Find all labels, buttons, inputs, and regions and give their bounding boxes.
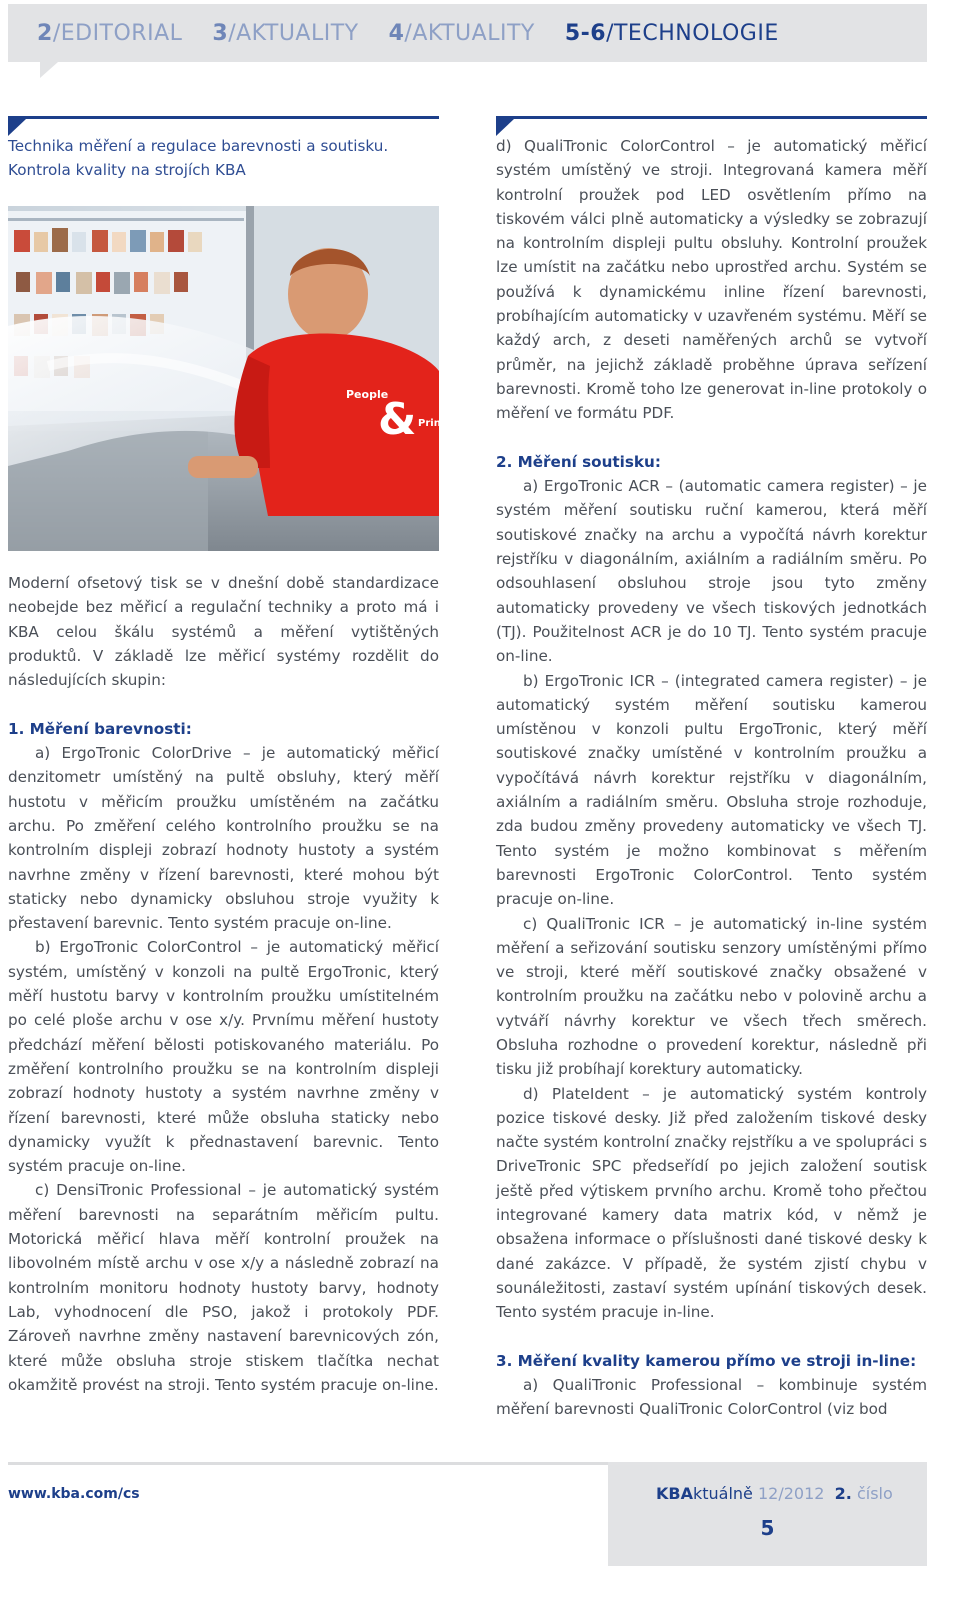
press-operator-photo <box>8 206 446 551</box>
left-column-text <box>8 571 439 1397</box>
footer-publication-box <box>608 1462 927 1566</box>
nav-tab-aktuality-4[interactable] <box>389 21 535 46</box>
paragraph-2c: c) QualiTronic ICR – je automatický in-line systém měření a seřizování soutisku senzory umístěnými přímo ve stroji, které měří soutiskové značky obsažené v kontrolním proužku na začátku nebo v polovině archu a vytváří návrhy korektur ve všech třech směrech. Obsluha rozhodne o provedení korektur, následně při tisku již probíhají korektury automaticky. <box>496 914 927 1079</box>
paragraph-1d: d) QualiTronic ColorControl – je automatický měřicí systém umístěný ve stroji. Integrovaná kamera měří kontrolní proužek pod LED osvětlením přímo na tiskovém válci plně automaticky a výsledky se zobrazují na kontrolním displeji pultu obsluhy. Kontrolní proužek lze umístit na začátku nebo uprostřed archu. Systém se používá k dynamickému inline řízení barevnosti, probíhajícím automaticky v uzavřeném systému. Měří se každý arch, z deseti naměřených archů se vytvoří průměr, na jejichž základě proběhne úprava seřízení barevnosti. Kromě toho lze generovat in-line protokoly o měření ve formátu PDF. <box>496 137 927 423</box>
paragraph-2b: b) ErgoTronic ICR – (integrated camera register) – je automatický systém měření soutisku kamerou umístěnou v konzoli pultu ErgoTronic, který měří soutiskové značky umístěné v kontrolním proužku a vypočítává návrh korektur rejstříku v diagonálním, axiálním a radiálním směru. Obsluha stroje rozhoduje, zda budou změny provedeny automaticky ve všech TJ. Tento systém je možno kombinovat s měřením barevnosti ErgoTronic ColorControl. Tento systém pracuje on-line. <box>496 671 927 909</box>
article-caption <box>8 134 439 183</box>
top-navigation <box>8 4 927 62</box>
footer-rule <box>8 1462 608 1465</box>
nav-tab-number: 3 <box>212 20 229 46</box>
paragraph-1a: a) ErgoTronic ColorDrive – je automatický měřicí denzitometr umístěný na pultě obsluhy, který měří hustotu v měřicím proužku umístěném na začátku archu. Po změření celého kontrolního proužku se na kontrolním displeji zobrazí hodnoty hustoty a systém navrhne změny v řízení barevnosti, které mohou být staticky nebo dynamicky obsluhou stroje využity k přestavení barevnic. Tento systém pracuje on-line. <box>8 744 439 933</box>
issue-number: 2. <box>834 1484 852 1503</box>
paragraph-3a: a) QualiTronic Professional – kombinuje systém měření barevnosti QualiTronic ColorControl (viz bod <box>496 1376 927 1419</box>
paragraph-2a: a) ErgoTronic ACR – (automatic camera register) – je systém měření soutisku ruční kamerou, která měří soutiskové značky na archu a vypočítá návrh korektur rejstříku v diagonálním, axiálním a radiálním směru. Po odsouhlasení obsluhou stroje jsou tyto změny automaticky provedeny ve všech tiskových jednotkách (TJ). Použitelnost ACR je do 10 TJ. Tento systém pracuje on-line. <box>496 477 927 666</box>
right-column-text <box>496 134 927 1422</box>
issue-number-label: číslo <box>856 1484 893 1503</box>
left-section-marker <box>8 116 439 136</box>
nav-tab-number: 5-6 <box>564 20 607 46</box>
shirt-text-print: Print <box>418 418 446 429</box>
page-number: 5 <box>760 1516 775 1540</box>
shirt-text-ampersand: & <box>378 394 417 445</box>
nav-tab-technologie[interactable] <box>565 21 779 46</box>
publication-title <box>656 1484 893 1503</box>
section-2-heading: 2. Měření soutisku: <box>496 452 661 471</box>
brand-kba: KBA <box>656 1484 693 1503</box>
nav-tab-number: 4 <box>388 20 405 46</box>
section-1-heading: 1. Měření barevnosti: <box>8 719 192 738</box>
paragraph-1c: c) DensiTronic Professional – je automatický systém měření barevnosti na separátním měřicím pultu. Motorická měřicí hlava měří kontrolní proužek na libovolném místě archu v ose x/y a následně zobrazí na kontrolním monitoru hodnoty hustoty barvy, hodnoty Lab, vyhodnocení dle PSO, jakož i protokoly PDF. Zároveň navrhne změny nastavení barevnicových zón, které může obsluha stroje stiskem tlačítka nechat okamžitě provést na stroji. Tento systém pracuje on-line. <box>8 1181 439 1394</box>
nav-tab-label: /EDITORIAL <box>52 20 183 46</box>
caption-line-1: Technika měření a regulace barevnosti a soutisku. <box>8 137 389 155</box>
nav-pointer <box>40 62 58 78</box>
nav-tab-editorial[interactable] <box>37 21 182 46</box>
caption-line-2: Kontrola kvality na strojích KBA <box>8 161 246 180</box>
issue-date: 12/2012 <box>758 1484 825 1503</box>
brand-suffix: ktuálně <box>692 1484 753 1503</box>
nav-tab-label: /AKTUALITY <box>404 20 535 46</box>
paragraph-2d: d) PlateIdent – je automatický systém kontroly pozice tiskové desky. Již před založením tiskové desky načte systém kontrolní značky rejstříku a ve spolupráci s DriveTronic SPC předseřídí po jejich založení soutisk ještě před výtiskem prvního archu. Kromě toho přečtou integrované kamery data matrix kód, v němž je obsažena informace o příslušnosti dané tiskové desky k dané zakázce. V případě, že systém zjistí chybu v sounáležitosti, zastaví systém upínání tiskových desek. Tento systém pracuje in-line. <box>496 1084 927 1322</box>
intro-paragraph: Moderní ofsetový tisk se v dnešní době standardizace neobejde bez měřicí a regulační techniky a proto má i KBA celou škálu systémů a měření vytištěných produktů. V základě lze měřicí systémy rozdělit do následujících skupin: <box>8 574 439 690</box>
nav-tab-label: /AKTUALITY <box>228 20 359 46</box>
nav-tab-label: /TECHNOLOGIE <box>606 20 779 46</box>
section-3-heading: 3. Měření kvality kamerou přímo ve stroji in-line: <box>496 1351 917 1370</box>
paragraph-1b: b) ErgoTronic ColorControl – je automatický měřicí systém, umístěný v konzoli na pultě ErgoTronic, který měří hustotu barvy v kontrolním proužku umístitelném po celé ploše archu v ose x/y. Prvnímu měření hustoty předchází měření bělosti potiskovaného materiálu. Po změření kontrolního proužku se na kontrolním displeji zobrazí hodnoty hustoty a systém navrhne změny v řízení barevnosti, které může obsluha staticky nebo dynamicky využít k přednastavení barevnic. Tento systém pracuje on-line. <box>8 938 439 1176</box>
nav-tab-aktuality-3[interactable] <box>212 21 358 46</box>
right-section-marker <box>496 116 927 136</box>
shirt-text-people: People <box>346 388 389 401</box>
nav-tab-number: 2 <box>37 20 53 46</box>
footer-url-link[interactable]: www.kba.com/cs <box>8 1486 140 1502</box>
